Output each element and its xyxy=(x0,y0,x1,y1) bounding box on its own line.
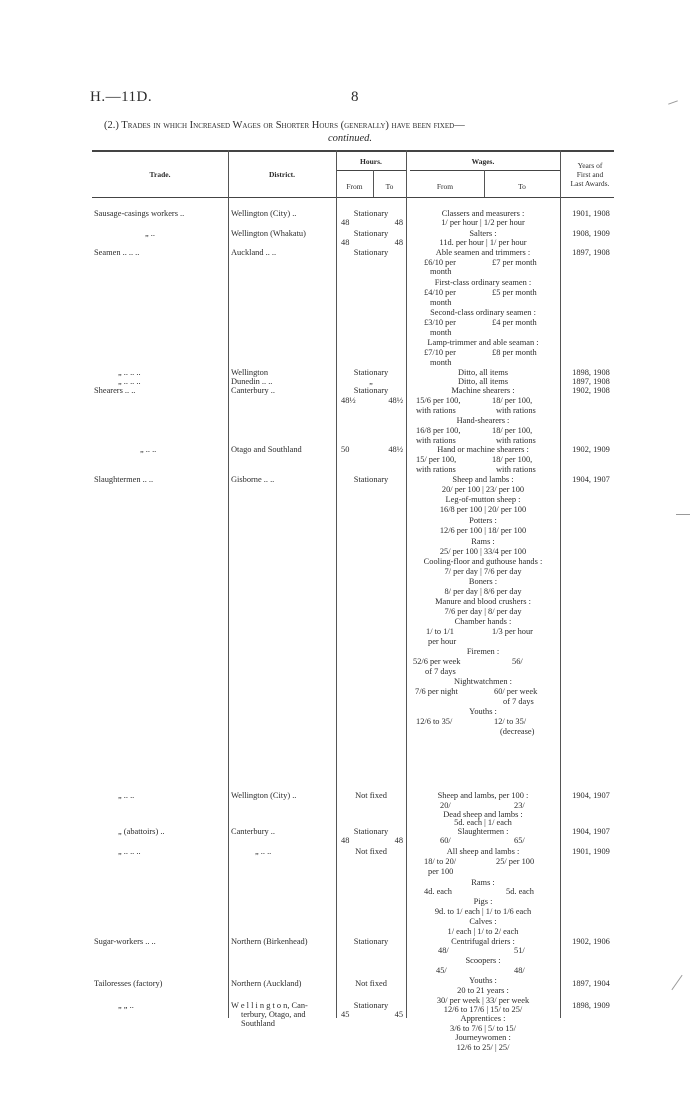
wage-category: Potters : xyxy=(469,516,497,525)
hours-from-cell: 48 xyxy=(341,238,350,247)
wage-from: month xyxy=(430,328,452,337)
trade-cell: Shearers .. .. xyxy=(94,386,136,395)
district-cell: Wellington (Whakatu) xyxy=(231,229,306,238)
district-cell: Dunedin .. .. xyxy=(231,377,273,386)
hours-to-cell: 48 xyxy=(394,238,403,247)
wage-to: 18/ per 100, xyxy=(492,396,533,405)
district-cell: Auckland .. .. xyxy=(231,248,277,257)
wage-from: 45/ xyxy=(436,966,447,975)
hours-to-cell: 48 xyxy=(394,218,403,227)
hours-to-cell: 48½ xyxy=(388,445,403,454)
column-divider-hours xyxy=(336,150,337,1018)
wage-from: 60/ xyxy=(440,836,451,845)
district-cell: Wellington (City) .. xyxy=(231,791,297,800)
hours-cell: Stationary xyxy=(353,248,389,257)
years-cell: 1902, 1909 xyxy=(572,445,610,454)
wage-category: Sheep and lambs, per 100 : xyxy=(437,791,529,800)
trade-cell: „ .. .. xyxy=(140,445,157,454)
wage-from: 15/6 per 100, xyxy=(416,396,461,405)
wage-from: 16/8 per 100, xyxy=(416,426,461,435)
column-header-years: Last Awards. xyxy=(570,179,610,188)
column-header-wages: Wages. xyxy=(471,157,495,166)
wage-to: 12/ to 35/ xyxy=(494,717,527,726)
wage-from: month xyxy=(430,267,452,276)
wage-category: Able seamen and trimmers : xyxy=(435,248,531,257)
wage-to: 5d. each xyxy=(506,887,534,896)
hours-cell: Stationary xyxy=(353,1001,389,1010)
column-header-hours-to: To xyxy=(385,182,394,191)
wage-rate: 9d. to 1/ each | 1/ to 1/6 each xyxy=(434,907,532,916)
wage-from: £3/10 per xyxy=(424,318,456,327)
trade-cell: Seamen .. .. .. xyxy=(94,248,140,257)
wage-rate: 16/8 per 100 | 20/ per 100 xyxy=(439,505,527,514)
years-cell: 1904, 1907 xyxy=(572,791,610,800)
wage-category: First-class ordinary seamen : xyxy=(434,278,532,287)
wage-from: with rations xyxy=(416,406,456,415)
column-header-trade: Trade. xyxy=(149,170,171,179)
wage-rate: 25/ per 100 | 33/4 per 100 xyxy=(439,547,527,556)
wage-category: Chamber hands : xyxy=(454,617,512,626)
hours-cell: Not fixed xyxy=(355,791,387,800)
wage-to: 18/ per 100, xyxy=(492,455,533,464)
wage-to: £4 per month xyxy=(492,318,537,327)
trade-cell: Slaughtermen .. .. xyxy=(94,475,154,484)
district-cell: Wellington (City) .. xyxy=(231,209,297,218)
wage-to: of 7 days xyxy=(503,697,534,706)
wage-category: Salters : xyxy=(469,229,497,238)
district-cell: Southland xyxy=(241,1019,275,1028)
hours-cell: Not fixed xyxy=(355,847,387,856)
wage-category: Apprentices : xyxy=(460,1014,506,1023)
page-number: 8 xyxy=(351,89,359,105)
years-cell: 1898, 1909 xyxy=(572,1001,610,1010)
wage-to: £8 per month xyxy=(492,348,537,357)
wage-category: Ditto, all items xyxy=(457,377,508,386)
hours-cell: Stationary xyxy=(353,368,389,377)
district-cell: Gisborne .. .. xyxy=(231,475,275,484)
wage-category: Classers and measurers : xyxy=(441,209,525,218)
scan-mark xyxy=(668,100,678,104)
wage-rate: 30/ per week | 33/ per week xyxy=(436,996,530,1005)
wage-from: per 100 xyxy=(428,867,454,876)
district-cell: „ .. .. xyxy=(255,847,272,856)
district-cell: W e l l i n g t o n, Can- xyxy=(231,1001,308,1010)
wage-from: £7/10 per xyxy=(424,348,456,357)
wage-to: £5 per month xyxy=(492,288,537,297)
wage-from: 52/6 per week xyxy=(413,657,461,666)
wage-category: Second-class ordinary seamen : xyxy=(430,308,536,317)
wage-to: 1/3 per hour xyxy=(492,627,533,636)
wage-category: Journeywomen : xyxy=(455,1033,511,1042)
wage-to: 25/ per 100 xyxy=(496,857,535,866)
wage-rate: 12/6 per 100 | 18/ per 100 xyxy=(439,526,527,535)
wage-category: Centrifugal driers : xyxy=(451,937,515,946)
wage-from: of 7 days xyxy=(425,667,456,676)
hours-to-cell: 48 xyxy=(394,836,403,845)
hours-from-cell: 50 xyxy=(341,445,350,454)
column-header-hours: Hours. xyxy=(360,157,382,166)
district-cell: Otago and Southland xyxy=(231,445,302,454)
years-cell: 1908, 1909 xyxy=(572,229,610,238)
wage-category: Slaughtermen : xyxy=(457,827,509,836)
wage-rate: 7/6 per day | 8/ per day xyxy=(444,607,522,616)
wage-category: Pigs : xyxy=(473,897,493,906)
wage-to: with rations xyxy=(496,436,536,445)
years-cell: 1901, 1908 xyxy=(572,209,610,218)
wage-category: Hand or machine shearers : xyxy=(437,445,529,454)
wage-from: with rations xyxy=(416,436,456,445)
years-cell: 1904, 1907 xyxy=(572,475,610,484)
hours-cell: Stationary xyxy=(353,209,389,218)
wage-from: 1/ to 1/1 xyxy=(426,627,454,636)
wage-to: with rations xyxy=(496,406,536,415)
district-cell: Wellington xyxy=(231,368,269,377)
hours-from-cell: 48 xyxy=(341,836,350,845)
wage-from: 15/ per 100, xyxy=(416,455,457,464)
wage-category: All sheep and lambs : xyxy=(446,847,520,856)
district-cell: Northern (Auckland) xyxy=(231,979,302,988)
hours-cell: Stationary xyxy=(353,827,389,836)
wage-from: 4d. each xyxy=(424,887,452,896)
hours-from-cell: 45 xyxy=(341,1010,350,1019)
column-header-district: District. xyxy=(268,170,296,179)
wage-rate: 1/ per hour | 1/2 per hour xyxy=(441,218,525,227)
column-header-hours-from: From xyxy=(346,182,363,191)
trade-cell: Tailoresses (factory) xyxy=(94,979,163,988)
wage-rate: 7/ per day | 7/6 per day xyxy=(444,567,522,576)
wage-category: Nightwatchmen : xyxy=(454,677,512,686)
trade-cell: „ .. .. .. xyxy=(118,847,141,856)
wage-to: (decrease) xyxy=(500,727,535,736)
wage-category: Rams : xyxy=(471,537,495,546)
wage-to: 51/ xyxy=(514,946,525,955)
district-cell: Canterbury .. xyxy=(231,827,275,836)
scan-mark xyxy=(671,975,682,990)
wage-from: with rations xyxy=(416,465,456,474)
hours-cell: Stationary xyxy=(353,386,389,395)
years-cell: 1902, 1908 xyxy=(572,386,610,395)
column-header-years: First and xyxy=(576,170,604,179)
wage-category: Scoopers : xyxy=(465,956,501,965)
trade-cell: Sugar-workers .. .. xyxy=(94,937,156,946)
trade-cell: „ .. xyxy=(145,229,155,238)
hours-to-cell: 48½ xyxy=(388,396,403,405)
wage-category: Boners : xyxy=(468,577,498,586)
wage-from: month xyxy=(430,298,452,307)
wage-to: 65/ xyxy=(514,836,525,845)
trade-cell: „ (abattoirs) .. xyxy=(118,827,165,836)
district-cell: Canterbury .. xyxy=(231,386,275,395)
scan-mark xyxy=(676,514,690,515)
column-divider-years xyxy=(560,150,561,1018)
trade-cell: „ „ .. xyxy=(118,1001,134,1010)
wage-category: Cooling-floor and guthouse hands : xyxy=(423,557,543,566)
trade-cell: Sausage-casings workers .. xyxy=(94,209,185,218)
wage-rate: 3/6 to 7/6 | 5/ to 15/ xyxy=(450,1024,516,1033)
wage-from: 12/6 to 35/ xyxy=(416,717,453,726)
wage-category: Manure and blood crushers : xyxy=(435,597,531,606)
wage-category: Dead sheep and lambs : xyxy=(443,810,523,819)
hours-subheader-rule xyxy=(336,170,406,171)
document-code: H.—11D. xyxy=(90,89,153,105)
wage-category: Calves : xyxy=(469,917,497,926)
trade-cell: „ .. .. .. xyxy=(118,377,141,386)
wage-category: Firemen : xyxy=(466,647,500,656)
hours-cell: Not fixed xyxy=(355,979,387,988)
wage-to: 56/ xyxy=(512,657,523,666)
table-title-continued: continued. xyxy=(327,133,373,144)
wage-rate: 5d. each | 1/ each xyxy=(454,818,512,827)
wage-to: 18/ per 100, xyxy=(492,426,533,435)
wage-rate: 12/6 to 25/ | 25/ xyxy=(456,1043,510,1052)
wage-from: £4/10 per xyxy=(424,288,456,297)
wage-to: £7 per month xyxy=(492,258,537,267)
hours-cell: Stationary xyxy=(353,475,389,484)
table-header-bottom-rule xyxy=(92,197,614,198)
wage-category: Youths : xyxy=(469,976,497,985)
wage-category: Ditto, all items xyxy=(457,368,508,377)
column-header-years: Years of xyxy=(577,161,603,170)
wage-to: with rations xyxy=(496,465,536,474)
column-divider-district xyxy=(228,150,229,1018)
wage-from: per hour xyxy=(428,637,457,646)
trade-cell: „ .. .. xyxy=(118,791,135,800)
wage-rate: 12/6 to 17/6 | 15/ to 25/ xyxy=(443,1005,523,1014)
hours-to-cell: 45 xyxy=(394,1010,403,1019)
wage-category: Leg-of-mutton sheep : xyxy=(445,495,521,504)
hours-cell: Stationary xyxy=(353,937,389,946)
wage-from: 20/ xyxy=(440,801,451,810)
wage-category: Youths : xyxy=(469,707,497,716)
wage-rate: 11d. per hour | 1/ per hour xyxy=(439,238,527,247)
column-header-wages-from: From xyxy=(436,182,454,191)
table-top-rule xyxy=(92,150,614,152)
years-cell: 1897, 1908 xyxy=(572,248,610,257)
wage-from: month xyxy=(430,358,452,367)
wage-from: 7/6 per night xyxy=(415,687,458,696)
wage-category: Sheep and lambs : xyxy=(452,475,514,484)
trade-cell: „ .. .. .. xyxy=(118,368,141,377)
district-cell: Northern (Birkenhead) xyxy=(231,937,308,946)
years-cell: 1904, 1907 xyxy=(572,827,610,836)
wage-to: 23/ xyxy=(514,801,525,810)
hours-from-cell: 48½ xyxy=(341,396,356,405)
wage-category: Rams : xyxy=(471,878,495,887)
wage-from: 18/ to 20/ xyxy=(424,857,457,866)
hours-cell: Stationary xyxy=(353,229,389,238)
table-title: (2.) Trades in which Increased Wages or Shorter Hours (generally) have been fixed— xyxy=(104,120,465,131)
hours-from-cell: 48 xyxy=(341,218,350,227)
wage-from: £6/10 per xyxy=(424,258,456,267)
wage-category: Hand-shearers : xyxy=(456,416,510,425)
hours-cell: „ xyxy=(369,377,373,386)
wage-rate: 8/ per day | 8/6 per day xyxy=(444,587,522,596)
years-cell: 1901, 1909 xyxy=(572,847,610,856)
wages-subheader-rule xyxy=(410,170,560,171)
wage-category: Lamp-trimmer and able seaman : xyxy=(427,338,539,347)
wage-from: 48/ xyxy=(438,946,449,955)
wage-category: Machine shearers : xyxy=(451,386,515,395)
years-cell: 1898, 1908 xyxy=(572,368,610,377)
wage-to: 60/ per week xyxy=(494,687,538,696)
years-cell: 1897, 1908 xyxy=(572,377,610,386)
wage-to: 48/ xyxy=(514,966,525,975)
wage-rate: 1/ each | 1/ to 2/ each xyxy=(447,927,519,936)
years-cell: 1902, 1906 xyxy=(572,937,610,946)
wage-rate: 20/ per 100 | 23/ per 100 xyxy=(441,485,525,494)
years-cell: 1897, 1904 xyxy=(572,979,610,988)
wage-category: 20 to 21 years : xyxy=(457,986,509,995)
district-cell: terbury, Otago, and xyxy=(241,1010,306,1019)
column-header-wages-to: To xyxy=(518,182,526,191)
